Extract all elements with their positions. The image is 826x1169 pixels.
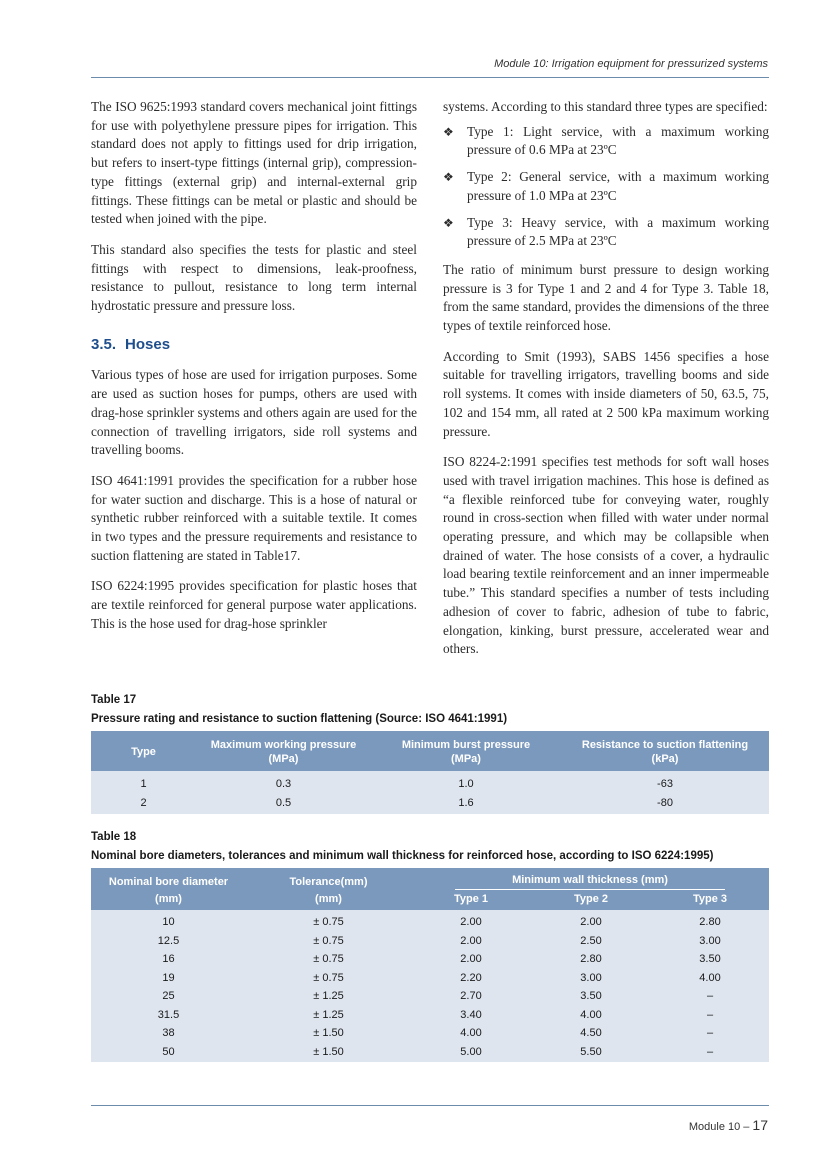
header-line: (MPa) <box>268 753 299 765</box>
table-cell: 2 <box>140 796 147 809</box>
table-row <box>91 1024 769 1043</box>
hose-dimensions-table <box>91 868 769 1062</box>
table-cell: 3.50 <box>699 953 721 965</box>
table-17-block <box>91 692 769 814</box>
table-row <box>91 987 769 1006</box>
table-cell: 2.70 <box>460 990 482 1002</box>
table-cell: – <box>706 990 714 1002</box>
header-line: Type <box>131 746 156 758</box>
table-row <box>91 794 769 815</box>
paragraph: ISO 4641:1991 provides the specification for a rubber hose for water suction and discharge. This is a hose of natural or synthetic rubber reinforced with a suitable textile. It comes in two types and the pressure requirements and resistance to suction flattening are stated in Table17. <box>91 472 417 563</box>
table-18-block <box>91 829 769 1062</box>
table-cell: 5.50 <box>580 1045 602 1058</box>
table-cell: ± 0.75 <box>313 916 344 928</box>
table-row <box>91 1006 769 1025</box>
table-cell: 2.00 <box>460 916 482 928</box>
paragraph: The ISO 9625:1993 standard covers mechanical joint fittings for use with polyethylene pressure pipes for irrigation. This standard does not apply to fittings used for drip irrigation, but refers to insert-type fittings (internal grip), compression-type fittings (external grip) and internal-external grip fittings. These fittings can be metal or plastic and should be tested when joined with the pipe. <box>91 99 417 227</box>
table-cell: -63 <box>657 778 673 790</box>
page-number: 17 <box>752 1117 768 1133</box>
group-header-label: Minimum wall thickness (mm) <box>455 873 725 890</box>
column-header <box>561 731 769 771</box>
list-item-text: Type 2: General service, with a maximum working pressure of 1.0 MPa at 23ºC <box>467 169 769 203</box>
table-row <box>91 950 769 969</box>
table-cell: ± 0.75 <box>313 953 344 965</box>
table-cell: 3.00 <box>580 971 602 984</box>
table-cell: -80 <box>657 796 673 809</box>
paragraph: Various types of hose are used for irrigation purposes. Some are used as suction hoses for pumps, others are used with drag-hose sprinkler systems and others again are used for the connection of travelling irrigators, side roll systems and travelling booms. <box>91 367 417 458</box>
table-cell: 1.6 <box>458 796 474 809</box>
table-cell: 16 <box>162 953 175 965</box>
table-cell: 2.50 <box>580 934 602 947</box>
hose-types-list <box>443 123 769 251</box>
diamond-bullet-icon: ❖ <box>443 170 454 185</box>
column-header: Type 2 <box>531 890 651 910</box>
paragraph: ISO 6224:1995 provides specification for plastic hoses that are textile reinforced for general purpose water applications. This is the hose used for drag-hose sprinkler <box>91 578 417 631</box>
paragraph: This standard also specifies the tests for plastic and steel fittings with respect to dimensions, leak-proofness, resistance to pullout, resistance to long term internal hydrostatic pressure and pressure loss. <box>91 241 417 314</box>
table-cell: ± 1.50 <box>313 1045 344 1058</box>
table-cell: ± 1.50 <box>313 1027 344 1039</box>
table-cell: 31.5 <box>157 1008 180 1021</box>
paragraph: systems. According to this standard three types are specified: <box>443 99 768 114</box>
table-cell: 2.00 <box>460 934 482 947</box>
footer-divider <box>91 1105 769 1106</box>
table-cell: 19 <box>162 971 175 984</box>
table-cell: 4.50 <box>580 1027 602 1039</box>
paragraph: The ratio of minimum burst pressure to design working pressure is 3 for Type 1 and 2 and 4 for Type 3. Table 18, from the same standard, provides the dimensions of the three types of textile reinforced hose. <box>443 261 769 334</box>
table-cell: 4.00 <box>460 1027 482 1039</box>
header-line: (kPa) <box>651 753 679 765</box>
right-column <box>443 98 769 671</box>
column-group-header <box>411 868 769 890</box>
table-row <box>91 1043 769 1063</box>
table-cell: 50 <box>162 1045 175 1058</box>
column-header: Type 1 <box>411 890 531 910</box>
table-cell: 2.00 <box>580 916 602 928</box>
table-cell: – <box>706 1045 714 1058</box>
table-label: Table 17 <box>91 694 137 706</box>
table-cell: – <box>706 1027 714 1039</box>
pressure-rating-table <box>91 731 769 814</box>
list-item <box>443 168 769 205</box>
table-cell: 3.40 <box>460 1008 482 1021</box>
column-header: Nominal bore diameter <box>91 868 246 890</box>
column-header: Type 3 <box>651 890 769 910</box>
table-cell: 5.00 <box>460 1045 482 1058</box>
paragraph: ISO 8224-2:1991 specifies test methods for soft wall hoses used with travel irrigation machines. This hose is defined as “a flexible reinforced tube for conveying water, roughly round in cross-section when filled with water under normal operating pressure, and which may be collapsible when drained of water. The hose consists of a cover, a hydraulic load bearing textile reinforcement and an inner impermeable tube.” This standard specifies a number of tests including adhesion of cover to fabric, adhesion of tube to fabric, elongation, kinking, burst pressure, accelerated wear and others. <box>443 454 769 657</box>
table-cell: 10 <box>162 916 175 928</box>
list-item <box>443 123 769 160</box>
diamond-bullet-icon: ❖ <box>443 124 454 139</box>
footer-module: Module 10 – <box>688 1121 750 1133</box>
table-cell: 12.5 <box>157 934 180 947</box>
column-header <box>371 731 561 771</box>
table-cell: 38 <box>162 1027 175 1039</box>
table-row <box>91 910 769 932</box>
section-title: Hoses <box>125 335 171 353</box>
column-header-unit: (mm) <box>91 890 246 910</box>
table-row <box>91 771 769 794</box>
table-cell: 2.80 <box>580 953 602 965</box>
column-header <box>196 731 371 771</box>
table-cell: 25 <box>162 990 175 1002</box>
running-header: Module 10: Irrigation equipment for pressurized systems <box>494 58 768 70</box>
table-cell: ± 0.75 <box>313 934 344 947</box>
list-item <box>443 214 769 251</box>
table-cell: ± 1.25 <box>313 1008 344 1021</box>
list-item-text: Type 3: Heavy service, with a maximum working pressure of 2.5 MPa at 23ºC <box>467 214 769 249</box>
header-line: Resistance to suction flattening <box>581 739 749 751</box>
table-row <box>91 932 769 951</box>
paragraph: According to Smit (1993), SABS 1456 specifies a hose suitable for travelling irrigators, travelling booms and side roll systems. It comes with inside diameters of 50, 63.5, 75, 102 and 154 mm, all rated at 2 500 kPa maximum working pressure. <box>443 348 769 439</box>
table-cell: 3.50 <box>580 990 602 1002</box>
page-footer <box>689 1117 768 1133</box>
section-number: 3.5. <box>91 335 117 353</box>
column-header-unit: (mm) <box>246 890 411 910</box>
column-header: Tolerance(mm) <box>246 868 411 890</box>
header-line: Maximum working pressure <box>210 739 357 751</box>
table-cell: 1 <box>140 778 147 790</box>
table-caption: Nominal bore diameters, tolerances and minimum wall thickness for reinforced hose, according to ISO 6224:1995) <box>91 850 714 862</box>
table-row <box>91 969 769 988</box>
left-column <box>91 98 417 646</box>
table-cell: ± 0.75 <box>313 971 344 984</box>
table-cell: 1.0 <box>458 778 474 790</box>
diamond-bullet-icon: ❖ <box>443 215 454 230</box>
table-label: Table 18 <box>91 831 137 843</box>
header-line: (MPa) <box>451 753 481 765</box>
table-cell: 2.80 <box>699 916 721 928</box>
section-heading <box>91 336 417 355</box>
table-cell: 0.5 <box>275 796 292 809</box>
header-divider <box>91 77 769 78</box>
list-item-text: Type 1: Light service, with a maximum working pressure of 0.6 MPa at 23ºC <box>467 123 769 158</box>
table-cell: 2.00 <box>460 953 482 965</box>
table-cell: 4.00 <box>580 1008 602 1021</box>
table-cell: 4.00 <box>699 971 721 984</box>
table-cell: 0.3 <box>275 778 292 790</box>
table-cell: ± 1.25 <box>313 990 344 1002</box>
table-cell: 2.20 <box>460 971 482 984</box>
column-header <box>91 731 196 771</box>
table-caption: Pressure rating and resistance to suction flattening (Source: ISO 4641:1991) <box>91 713 508 725</box>
table-cell: – <box>706 1008 714 1021</box>
header-line: Minimum burst pressure <box>401 739 531 751</box>
table-cell: 3.00 <box>699 934 721 947</box>
